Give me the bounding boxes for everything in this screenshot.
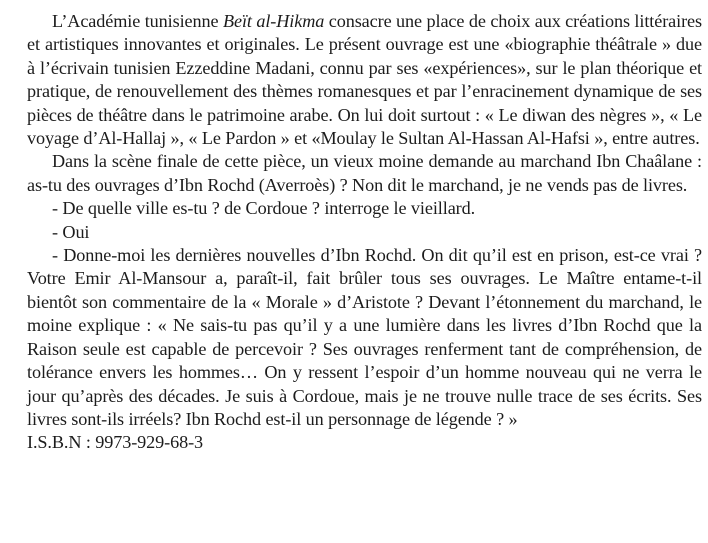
dialogue-line-3: - Donne-moi les dernières nouvelles d’Ibn Rochd. On dit qu’il est en prison, est-ce vrai ? Votre Emir Al-Mansour a, paraît-il, fait brûler tous ses ouvrages. Le Maître entame-t-il bientôt son commentaire de la « Morale » d’Aristote ? Devant l’étonnement du marchand, le moine explique : « Ne sais-tu pas qu’il y a une lumière dans les livres d’Ibn Rochd que la Raison seule est capable de percevoir ? Ses ouvrages renferment tant de compréhension, de tolérance envers les hommes… On y ressent l’espoir d’un homme nouveau qui ne verra le jour qu’après des décades. Je suis à Cordoue, mais je ne trouve nulle trace de ses écrits. Ses livres sont-ils irréels? Ibn Rochd est-il un personnage de légende ? » (27, 245, 702, 429)
dialogue-line-2: - Oui (52, 221, 90, 242)
intro-paragraph (27, 10, 702, 150)
isbn-line: I.S.B.N : 9973-929-68-3 (27, 432, 204, 453)
intro-text-rest: consacre une place de choix aux créations littéraires et artistiques innovantes et originales. Le présent ouvrage est une «biographie théâtrale » due à l’écrivain tunisien Ezzeddine Madani, connu par ses «expériences», sur le plan théorique et pratique, de renouvellement des thèmes romanesques et par l’enracinement dynamique de ses pièces de théâtre dans le patrimoine arabe. On lui doit surtout : « Le diwan des nègres », « Le voyage d’Al-Hallaj », « Le Pardon » et «Moulay le Sultan Al-Hassan Al-Hafsi », entre autres. (27, 11, 702, 149)
document-page (27, 10, 702, 455)
academy-name: Beït al-Hikma (222, 11, 325, 31)
scene-paragraph: Dans la scène finale de cette pièce, un vieux moine demande au marchand Ibn Chaâlane : as-tu des ouvrages d’Ibn Rochd (Averroès) ? Non dit le marchand, je ne vends pas de livres. (27, 151, 702, 195)
dialogue-line-1: - De quelle ville es-tu ? de Cordoue ? interroge le vieillard. (52, 198, 476, 219)
intro-text-start: L’Académie tunisienne (52, 11, 223, 31)
